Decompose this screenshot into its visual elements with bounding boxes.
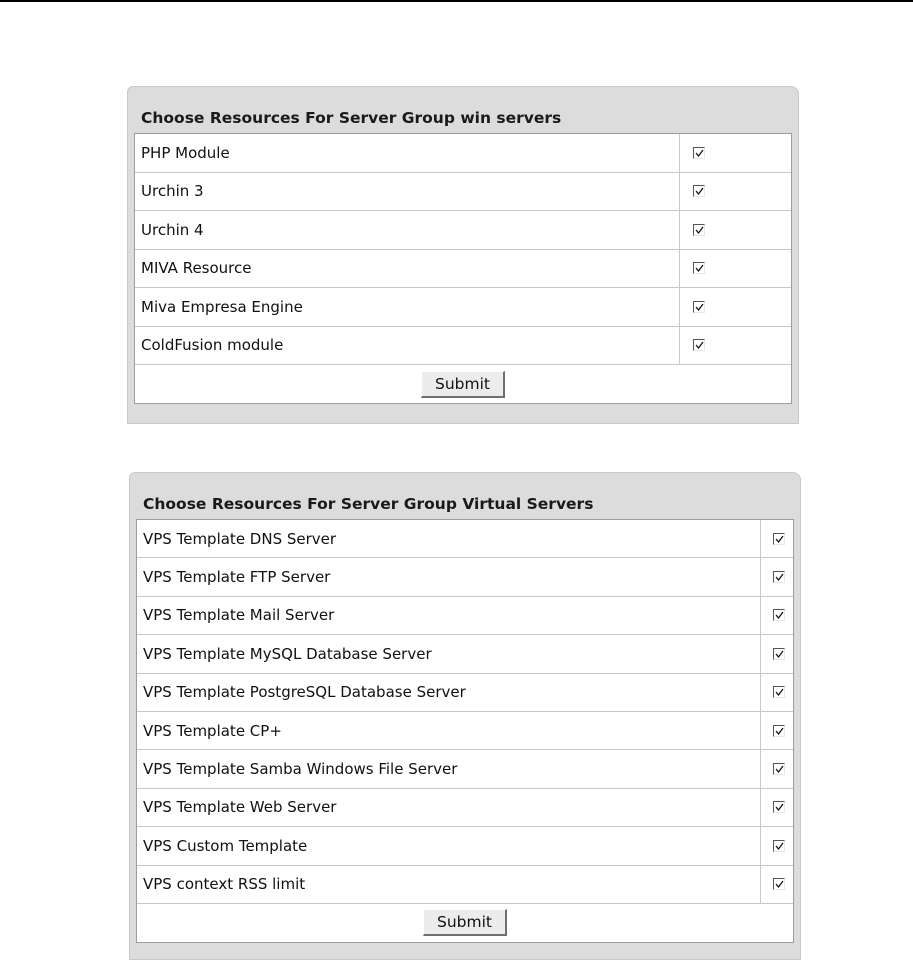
resource-label: VPS Template PostgreSQL Database Server [137,674,761,711]
resource-checkbox[interactable] [693,301,705,313]
resource-label: VPS Template CP+ [137,712,761,749]
table-row [137,674,793,712]
resource-label: VPS Template MySQL Database Server [137,635,761,672]
resource-checkbox[interactable] [773,648,785,660]
panel-title: Choose Resources For Server Group win servers [141,109,562,127]
resource-checkbox[interactable] [773,609,785,621]
resource-checkbox[interactable] [693,262,705,274]
table-row [135,134,791,173]
resource-checkbox[interactable] [693,185,705,197]
resource-checkbox[interactable] [693,147,705,159]
submit-row [137,904,793,942]
table-row [137,635,793,673]
table-row [137,827,793,865]
table-row [135,288,791,327]
resource-label: VPS Template Mail Server [137,597,761,634]
table-row [137,712,793,750]
resource-label: Urchin 4 [135,211,680,249]
table-row [137,750,793,788]
resources-panel-virtual-servers [129,472,801,960]
submit-row [135,365,791,403]
resource-checkbox[interactable] [773,571,785,583]
resource-table [136,519,794,943]
resource-checkbox[interactable] [773,533,785,545]
table-row [135,327,791,366]
resource-label: VPS context RSS limit [137,866,761,903]
resource-checkbox[interactable] [693,339,705,351]
resource-checkbox[interactable] [693,224,705,236]
resource-label: ColdFusion module [135,327,680,365]
submit-button[interactable]: Submit [423,909,507,936]
resource-checkbox[interactable] [773,763,785,775]
resource-label: MIVA Resource [135,250,680,288]
resource-label: Miva Empresa Engine [135,288,680,326]
resources-panel-win-servers [127,86,799,424]
resource-table [134,133,792,404]
resource-checkbox[interactable] [773,686,785,698]
table-row [135,250,791,289]
table-row [137,558,793,596]
top-divider [0,0,913,2]
table-row [135,211,791,250]
table-row [137,789,793,827]
resource-label: VPS Custom Template [137,827,761,864]
resource-label: PHP Module [135,134,680,172]
panel-title: Choose Resources For Server Group Virtual Servers [143,495,594,513]
submit-button[interactable]: Submit [421,371,505,398]
table-row [135,173,791,212]
resource-label: VPS Template Web Server [137,789,761,826]
table-row [137,866,793,904]
table-row [137,520,793,558]
resource-checkbox[interactable] [773,878,785,890]
resource-checkbox[interactable] [773,725,785,737]
resource-label: VPS Template Samba Windows File Server [137,750,761,787]
resource-label: VPS Template DNS Server [137,520,761,557]
resource-checkbox[interactable] [773,840,785,852]
table-row [137,597,793,635]
resource-label: VPS Template FTP Server [137,558,761,595]
resource-label: Urchin 3 [135,173,680,211]
resource-checkbox[interactable] [773,801,785,813]
